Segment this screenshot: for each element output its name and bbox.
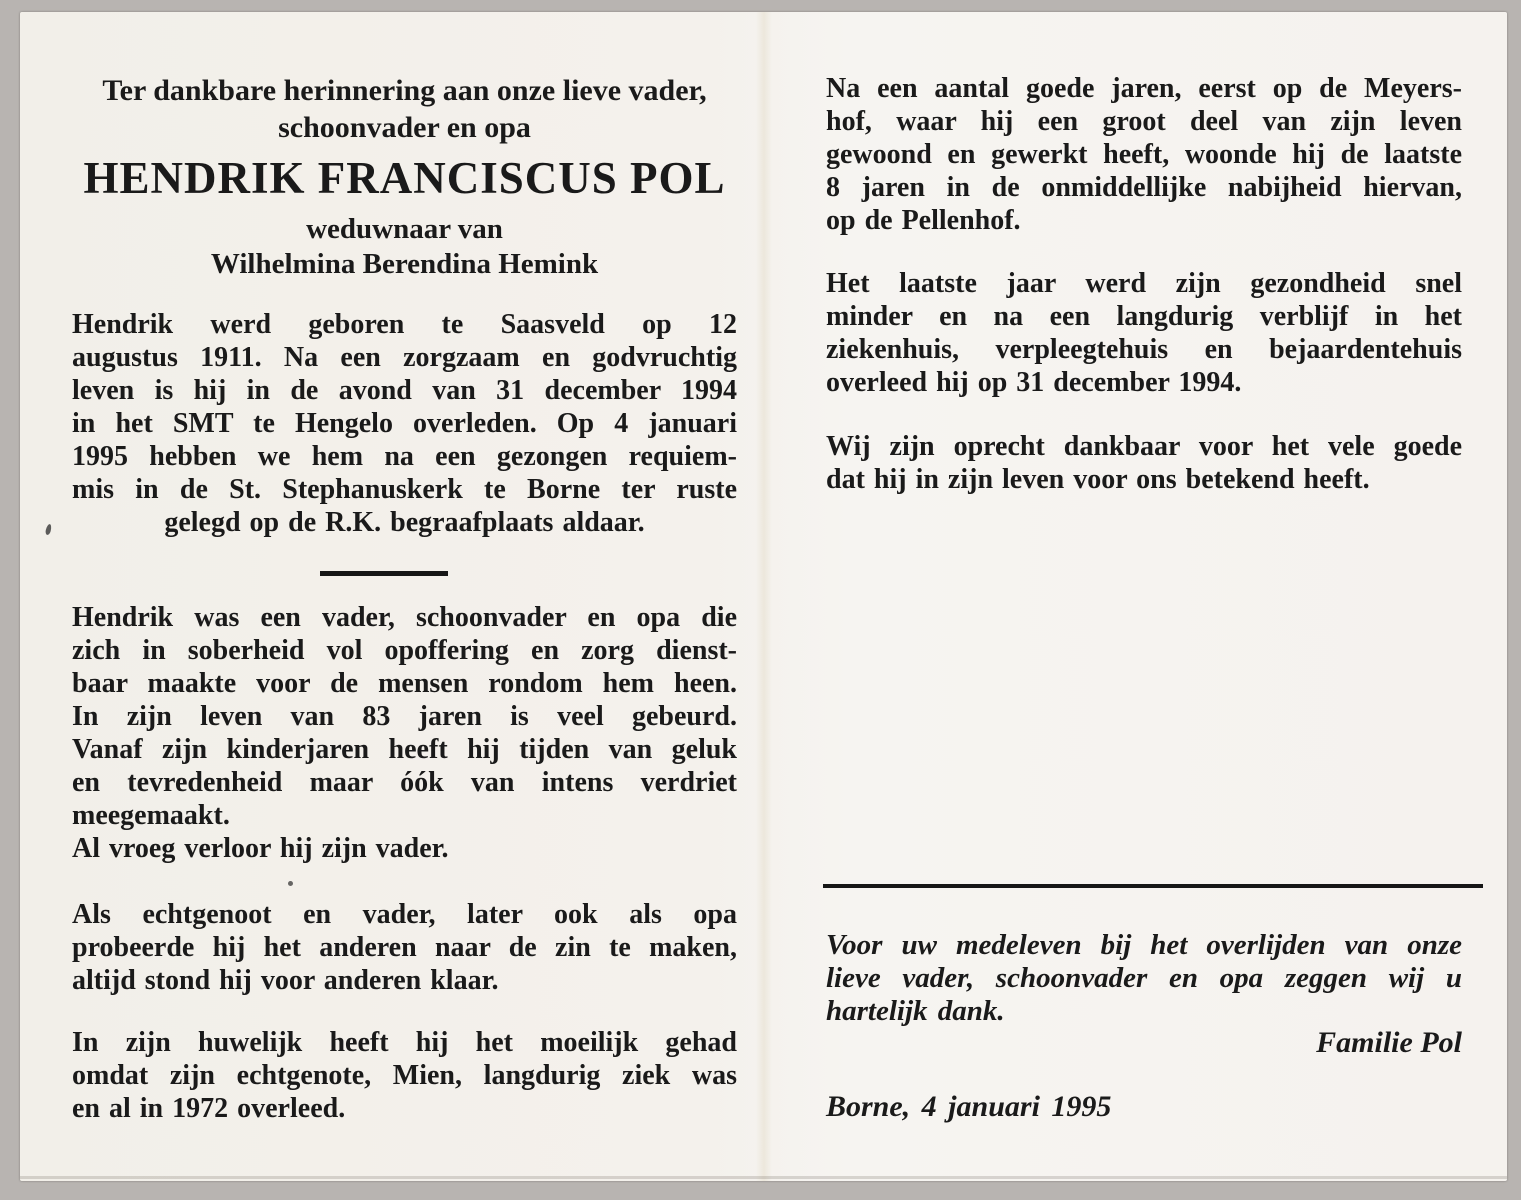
text-line: augustus 1911. Na een zorgzaam en godvruchtig bbox=[72, 342, 737, 373]
page-right bbox=[826, 12, 1462, 1181]
place-dateline: Borne, 4 januari 1995 bbox=[826, 1090, 1112, 1123]
text-line: ziekenhuis, verpleegtehuis en bejaardentehuis bbox=[826, 334, 1462, 365]
paragraph-last-year bbox=[826, 267, 1462, 399]
section-divider-long bbox=[823, 884, 1483, 888]
section-divider-short bbox=[320, 571, 448, 576]
text-line: schoonvader en opa bbox=[278, 111, 531, 144]
text-line: Als echtgenoot en vader, later ook als opa bbox=[72, 899, 737, 930]
deceased-name: HENDRIK FRANCISCUS POL bbox=[83, 153, 726, 203]
text-line: zich in soberheid vol opoffering en zorg dienst- bbox=[72, 635, 737, 666]
page-left bbox=[72, 12, 737, 1181]
text-line: en tevredenheid maar óók van intens verdriet bbox=[72, 767, 737, 798]
text-line: op de Pellenhof. bbox=[826, 205, 1021, 236]
text-line: Ter dankbare herinnering aan onze lieve vader, bbox=[102, 74, 707, 107]
text-line: leven is hij in de avond van 31 december 1994 bbox=[72, 375, 737, 406]
text-line: Hendrik werd geboren te Saasveld op 12 bbox=[72, 309, 737, 340]
text-line: omdat zijn echtgenote, Mien, langdurig ziek was bbox=[72, 1060, 737, 1091]
paragraph-birth-death bbox=[72, 308, 737, 539]
text-line: Het laatste jaar werd zijn gezondheid snel bbox=[826, 268, 1462, 299]
text-line: In zijn leven van 83 jaren is veel gebeurd. bbox=[72, 701, 737, 732]
family-signature: Familie Pol bbox=[1316, 1026, 1462, 1059]
text-line: mis in de St. Stephanuskerk te Borne ter ruste bbox=[72, 474, 737, 505]
text-line: lieve vader, schoonvader en opa zeggen wij u bbox=[826, 962, 1462, 994]
paragraph-husband-father bbox=[72, 898, 737, 997]
text-line: en al in 1972 overleed. bbox=[72, 1093, 346, 1124]
text-line: hof, waar hij een groot deel van zijn leven bbox=[826, 106, 1462, 137]
text-line: hartelijk dank. bbox=[826, 995, 1005, 1027]
text-line: minder en na een langdurig verblijf in het bbox=[826, 301, 1462, 332]
text-line: weduwnaar van bbox=[306, 213, 503, 245]
scan-speck bbox=[45, 524, 53, 536]
text-line: baar maakte voor de mensen rondom hem heen. bbox=[72, 668, 737, 699]
text-line: Hendrik was een vader, schoonvader en opa die bbox=[72, 602, 737, 633]
text-line: probeerde hij het anderen naar de zin te maken, bbox=[72, 932, 737, 963]
fold-crease bbox=[756, 12, 772, 1181]
memorial-card-paper bbox=[20, 12, 1507, 1181]
text-line: Wij zijn oprecht dankbaar voor het vele goede bbox=[826, 431, 1462, 462]
text-line: altijd stond hij voor anderen klaar. bbox=[72, 965, 499, 996]
paragraph-gratitude bbox=[826, 430, 1462, 496]
text-line: gewoond en gewerkt heeft, woonde hij de laatste bbox=[826, 139, 1462, 170]
paragraph-marriage bbox=[72, 1026, 737, 1125]
text-line: overleed hij op 31 december 1994. bbox=[826, 367, 1242, 398]
text-line: gelegd op de R.K. begraafplaats aldaar. bbox=[164, 507, 645, 538]
text-line: dat hij in zijn leven voor ons betekend heeft. bbox=[826, 464, 1370, 495]
text-line: Vanaf zijn kinderjaren heeft hij tijden van geluk bbox=[72, 734, 737, 765]
text-line: Voor uw medeleven bij het overlijden van onze bbox=[826, 929, 1462, 961]
paragraph-character bbox=[72, 601, 737, 865]
paragraph-homes bbox=[826, 72, 1462, 237]
text-line: meegemaakt. bbox=[72, 800, 230, 831]
widower-of-text bbox=[72, 212, 737, 282]
text-line: Na een aantal goede jaren, eerst op de Meyers- bbox=[826, 73, 1462, 104]
text-line: in het SMT te Hengelo overleden. Op 4 januari bbox=[72, 408, 737, 439]
text-line: Wilhelmina Berendina Hemink bbox=[210, 248, 599, 280]
dedication-text bbox=[72, 72, 737, 146]
text-line: 8 jaren in de onmiddellijke nabijheid hiervan, bbox=[826, 172, 1462, 203]
closing-thanks bbox=[826, 929, 1462, 1028]
text-line: 1995 hebben we hem na een gezongen requiem- bbox=[72, 441, 737, 472]
text-line: Al vroeg verloor hij zijn vader. bbox=[72, 833, 449, 864]
text-line: In zijn huwelijk heeft hij het moeilijk gehad bbox=[72, 1027, 737, 1058]
